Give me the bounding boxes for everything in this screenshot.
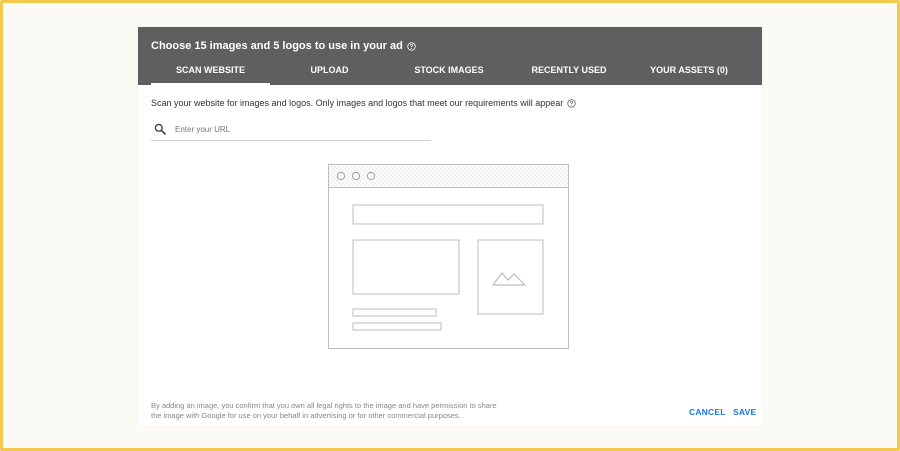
tab-recently-used[interactable]: RECENTLY USED	[531, 65, 607, 75]
dialog-title-row	[151, 40, 416, 52]
help-icon[interactable]	[567, 99, 576, 108]
tab-stock-images[interactable]: STOCK IMAGES	[414, 65, 484, 75]
legal-disclaimer	[151, 401, 551, 421]
website-placeholder-illustration	[328, 164, 570, 350]
url-search-field	[151, 121, 431, 141]
dialog-header	[138, 27, 762, 85]
tab-upload[interactable]: UPLOAD	[310, 65, 349, 75]
legal-line-2: the image with Google for use on your behalf in advertising or for other commercial purposes.	[151, 411, 461, 420]
help-icon[interactable]	[407, 42, 416, 51]
tab-your-assets[interactable]: YOUR ASSETS (0)	[650, 65, 728, 75]
scan-description: Scan your website for images and logos. Only images and logos that meet our requirements will appear	[151, 98, 564, 108]
legal-line-1: By adding an image, you confirm that you own all legal rights to the image and have permission to share	[151, 401, 497, 410]
url-input[interactable]	[175, 121, 425, 138]
tab-bar	[151, 60, 762, 85]
scan-description-row	[151, 98, 576, 108]
choose-images-dialog	[138, 27, 762, 426]
tab-scan-website[interactable]: SCAN WEBSITE	[151, 60, 270, 85]
dialog-title: Choose 15 images and 5 logos to use in your ad	[151, 40, 403, 52]
cancel-button[interactable]: CANCEL	[689, 407, 726, 417]
search-icon	[154, 123, 166, 135]
save-button[interactable]: SAVE	[733, 407, 757, 417]
